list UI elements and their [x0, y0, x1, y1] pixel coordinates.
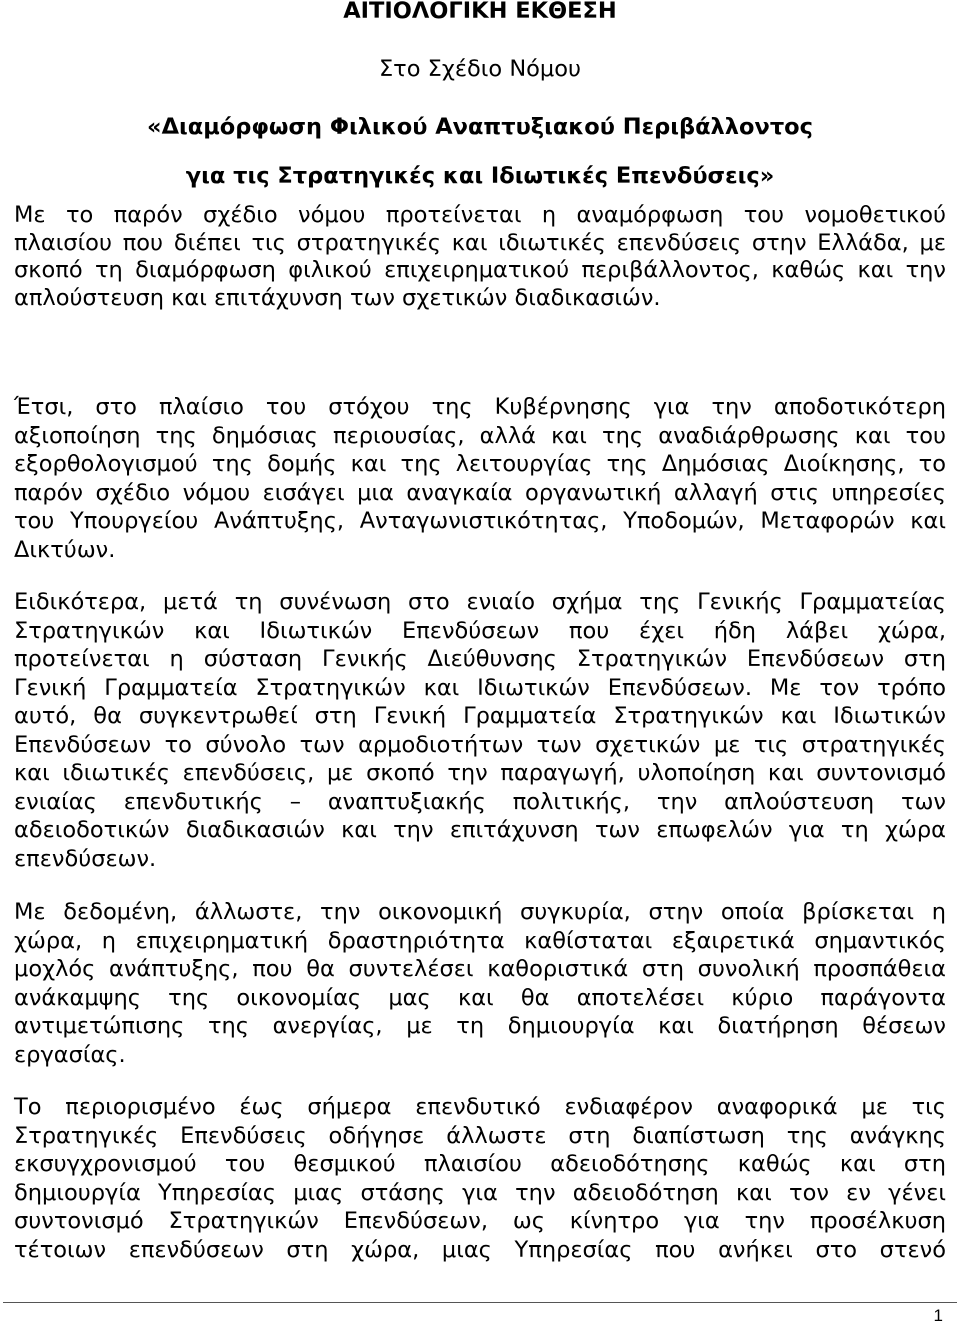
- body-paragraph-3: [14, 588, 946, 873]
- bill-title-line: «Διαμόρφωση Φιλικού Αναπτυξιακού Περιβάλλοντος: [147, 114, 813, 140]
- paragraph-line: Με το παρόν σχέδιο νόμου προτείνεται η αναμόρφωση του νομοθετικού: [14, 202, 946, 228]
- document-title: ΑΙΤΙΟΛΟΓΙΚΗ ΕΚΘΕΣΗ: [343, 0, 617, 24]
- paragraph-line: Το περιορισμένο έως σήμερα επενδυτικό ενδιαφέρον αναφορικά με τις: [14, 1094, 946, 1120]
- paragraph-line: συντονισμό Στρατηγικών Επενδύσεων, ως κίνητρο για την προσέλκυση: [14, 1208, 946, 1234]
- paragraph-line: Ειδικότερα, μετά τη συνένωση στο ενιαίο σχήμα της Γενικής Γραμματείας: [14, 589, 946, 615]
- paragraph-line: αυτό, θα συγκεντρωθεί στη Γενική Γραμματεία Στρατηγικών και Ιδιωτικών: [14, 703, 946, 729]
- paragraph-line: Γενική Γραμματεία Στρατηγικών και Ιδιωτικών Επενδύσεων. Με τον τρόπο: [14, 674, 946, 701]
- paragraph-line: δημιουργία Υπηρεσίας μιας στάσης για την αδειοδότηση και τον εν γένει: [14, 1179, 946, 1206]
- bill-title-line: για τις Στρατηγικές και Ιδιωτικές Επενδύσεις»: [185, 163, 775, 189]
- paragraph-line: Δικτύων.: [14, 536, 116, 563]
- body-paragraph-2: [14, 393, 946, 564]
- paragraph-line: εξορθολογισμού της δομής και της λειτουργίας της Δημόσιας Διοίκησης, το: [14, 451, 946, 477]
- paragraph-line: χώρα, η επιχειρηματική δραστηριότητα καθίσταται εξαιρετικά σημαντικός: [14, 927, 946, 954]
- paragraph-line: μοχλός ανάπτυξης, που θα συντελέσει καθοριστικά στη συνολική προσπάθεια: [14, 956, 946, 982]
- paragraph-line: αδειοδοτικών διαδικασιών και την επιτάχυνση των επωφελών για τη χώρα: [14, 817, 946, 843]
- paragraph-line: ενιαίας επενδυτικής – αναπτυξιακής πολιτικής, την απλούστευση των: [14, 788, 946, 815]
- paragraph-line: Στρατηγικές Επενδύσεις οδήγησε άλλωστε στη διαπίστωση της ανάγκης: [14, 1122, 946, 1149]
- paragraph-line: του Υπουργείου Ανάπτυξης, Ανταγωνιστικότητας, Υποδομών, Μεταφορών και: [14, 508, 946, 534]
- paragraph-line: Στρατηγικών και Ιδιωτικών Επενδύσεων που έχει ήδη λάβει χώρα,: [14, 617, 946, 644]
- paragraph-line: απλούστευση και επιτάχυνση των σχετικών διαδικασιών.: [14, 284, 661, 311]
- paragraph-line: εργασίας.: [14, 1041, 126, 1068]
- paragraph-line: σκοπό τη διαμόρφωση φιλικού επιχειρηματικού περιβάλλοντος, καθώς και την: [14, 257, 946, 283]
- paragraph-line: και ιδιωτικές επενδύσεις, με σκοπό την παραγωγή, υλοποίηση και συντονισμό: [14, 760, 946, 786]
- paragraph-line: αντιμετώπισης της ανεργίας, με τη δημιουργία και διατήρηση θέσεων: [14, 1013, 946, 1039]
- paragraph-line: Επενδύσεων το σύνολο των αρμοδιοτήτων των σχετικών με τις στρατηγικές: [14, 731, 946, 758]
- paragraph-line: τέτοιων επενδύσεων στη χώρα, μιας Υπηρεσίας που ανήκει στο στενό: [14, 1236, 946, 1263]
- page-number: 1: [933, 1306, 943, 1325]
- paragraph-line: παρόν σχέδιο νόμου εισάγει μια αναγκαία οργανωτική αλλαγή στις υπηρεσίες: [14, 479, 946, 506]
- paragraph-line: πλαισίου που διέπει τις στρατηγικές και ιδιωτικές επενδύσεις στην Ελλάδα, με: [14, 229, 946, 256]
- body-paragraph-5: [14, 1093, 946, 1264]
- paragraph-line: αξιοποίηση της δημόσιας περιουσίας, αλλά και της αναδιάρθρωσης και του: [14, 422, 946, 449]
- body-paragraph-4: [14, 898, 946, 1069]
- paragraph-line: ανάκαμψης της οικονομίας μας και θα αποτελέσει κύριο παράγοντα: [14, 984, 946, 1011]
- paragraph-line: Έτσι, στο πλαίσιο του στόχου της Κυβέρνησης για την αποδοτικότερη: [14, 394, 946, 420]
- paragraph-line: Με δεδομένη, άλλωστε, την οικονομική συγκυρία, στην οποία βρίσκεται η: [14, 899, 946, 925]
- paragraph-line: επενδύσεων.: [14, 845, 157, 872]
- paragraph-line: εκσυγχρονισμού του θεσμικού πλαισίου αδειοδότησης καθώς και στη: [14, 1151, 946, 1177]
- document-subtitle: Στο Σχέδιο Νόμου: [378, 56, 582, 82]
- body-paragraph-1: [14, 202, 946, 312]
- footer-rule: [3, 1302, 957, 1303]
- paragraph-line: προτείνεται η σύσταση Γενικής Διεύθυνσης Στρατηγικών Επενδύσεων στη: [14, 646, 946, 672]
